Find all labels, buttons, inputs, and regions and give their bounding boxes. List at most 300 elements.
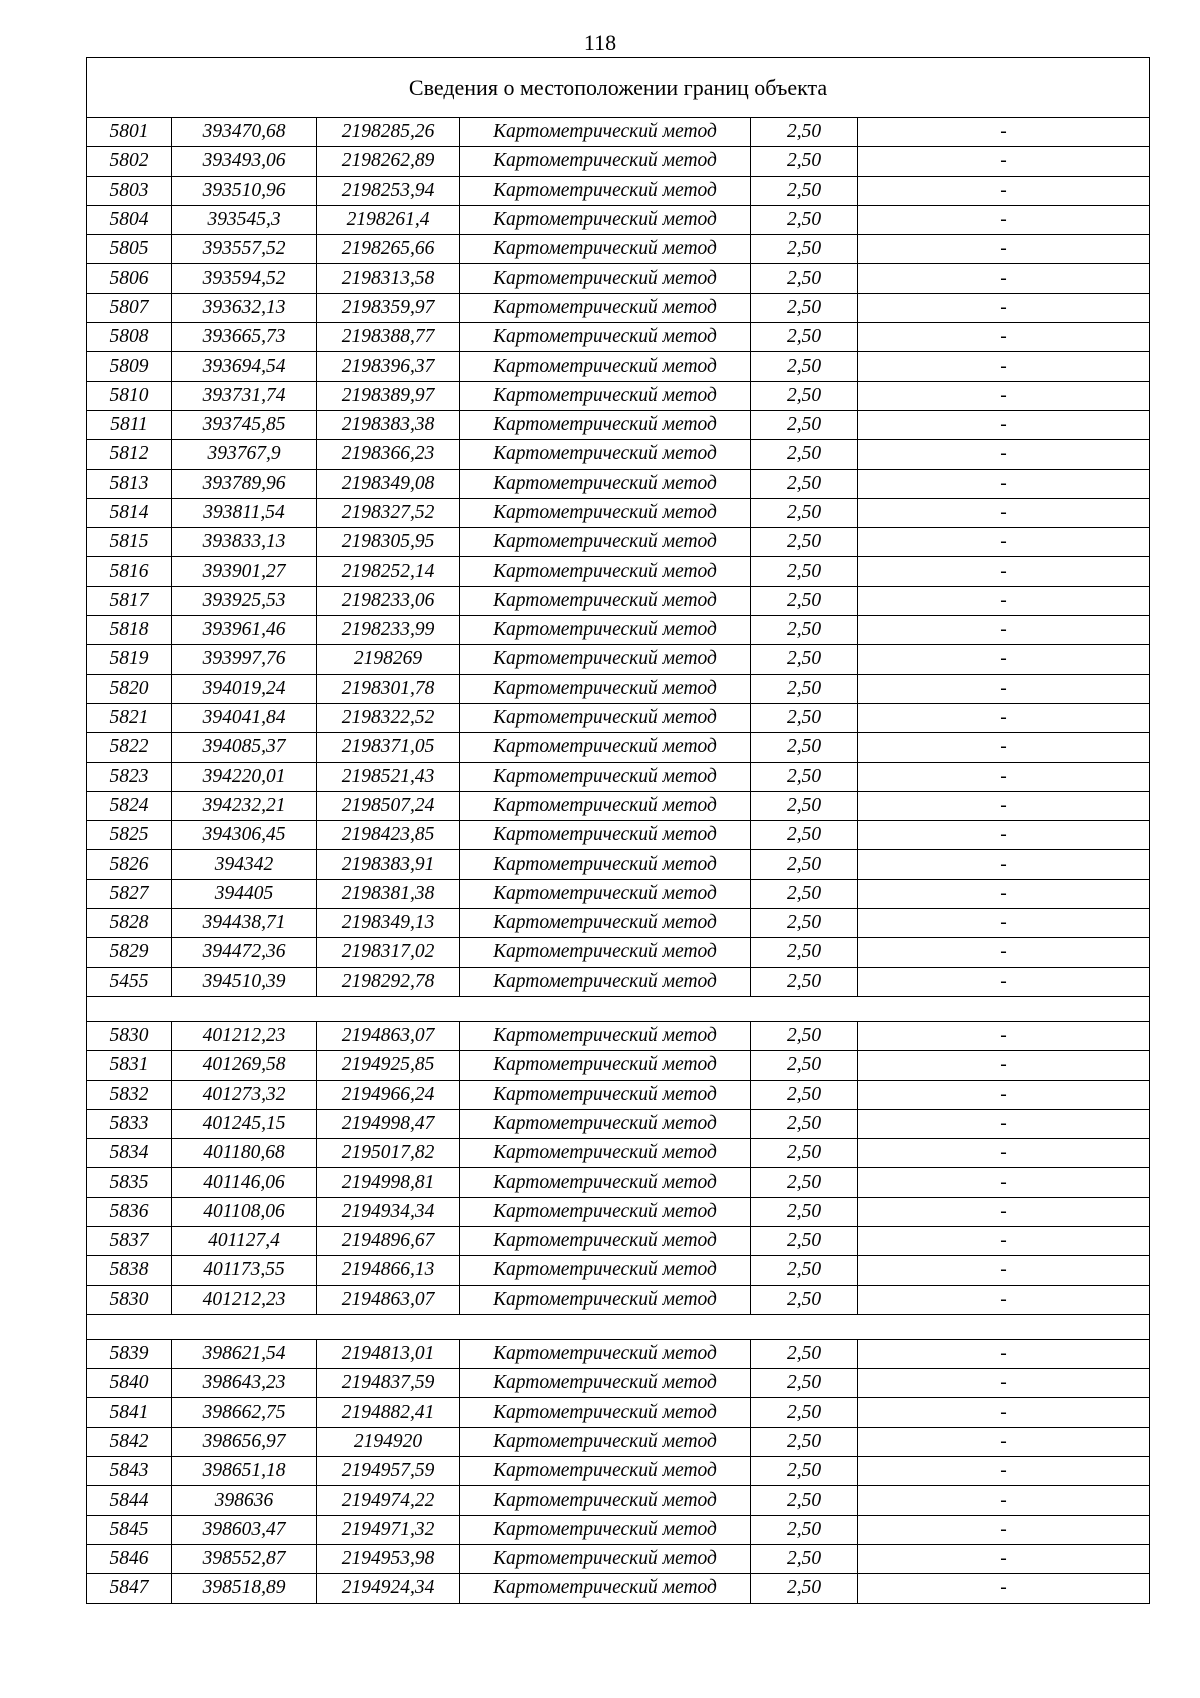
table-row <box>87 1285 1150 1314</box>
method-cell: Картометрический метод <box>460 616 751 645</box>
y-coordinate-cell: 2198313,58 <box>317 264 460 293</box>
note-cell: - <box>858 1021 1150 1050</box>
y-coordinate-cell: 2198233,06 <box>317 586 460 615</box>
note-cell: - <box>858 733 1150 762</box>
x-coordinate-cell: 398656,97 <box>172 1427 317 1456</box>
point-number-cell: 5812 <box>87 440 172 469</box>
table-row <box>87 909 1150 938</box>
point-number-cell: 5804 <box>87 205 172 234</box>
point-number-cell: 5839 <box>87 1339 172 1368</box>
table-row <box>87 1457 1150 1486</box>
y-coordinate-cell: 2198252,14 <box>317 557 460 586</box>
x-coordinate-cell: 398518,89 <box>172 1574 317 1603</box>
point-number-cell: 5847 <box>87 1574 172 1603</box>
point-number-cell: 5840 <box>87 1369 172 1398</box>
point-number-cell: 5828 <box>87 909 172 938</box>
accuracy-cell: 2,50 <box>751 909 858 938</box>
y-coordinate-cell: 2198265,66 <box>317 235 460 264</box>
table-row <box>87 557 1150 586</box>
x-coordinate-cell: 393632,13 <box>172 293 317 322</box>
table-row <box>87 352 1150 381</box>
accuracy-cell: 2,50 <box>751 410 858 439</box>
accuracy-cell: 2,50 <box>751 469 858 498</box>
x-coordinate-cell: 394472,36 <box>172 938 317 967</box>
y-coordinate-cell: 2198292,78 <box>317 967 460 996</box>
method-cell: Картометрический метод <box>460 1398 751 1427</box>
method-cell: Картометрический метод <box>460 1197 751 1226</box>
point-number-cell: 5827 <box>87 879 172 908</box>
note-cell: - <box>858 1369 1150 1398</box>
note-cell: - <box>858 1457 1150 1486</box>
x-coordinate-cell: 401180,68 <box>172 1139 317 1168</box>
note-cell: - <box>858 1197 1150 1226</box>
method-cell: Картометрический метод <box>460 1109 751 1138</box>
table-row <box>87 645 1150 674</box>
note-cell: - <box>858 264 1150 293</box>
accuracy-cell: 2,50 <box>751 1168 858 1197</box>
method-cell: Картометрический метод <box>460 557 751 586</box>
table-row <box>87 1168 1150 1197</box>
accuracy-cell: 2,50 <box>751 528 858 557</box>
x-coordinate-cell: 393767,9 <box>172 440 317 469</box>
accuracy-cell: 2,50 <box>751 1427 858 1456</box>
y-coordinate-cell: 2198349,13 <box>317 909 460 938</box>
x-coordinate-cell: 401108,06 <box>172 1197 317 1226</box>
accuracy-cell: 2,50 <box>751 791 858 820</box>
accuracy-cell: 2,50 <box>751 118 858 147</box>
accuracy-cell: 2,50 <box>751 1109 858 1138</box>
accuracy-cell: 2,50 <box>751 674 858 703</box>
point-number-cell: 5843 <box>87 1457 172 1486</box>
accuracy-cell: 2,50 <box>751 293 858 322</box>
table-row <box>87 1427 1150 1456</box>
method-cell: Картометрический метод <box>460 147 751 176</box>
point-number-cell: 5845 <box>87 1515 172 1544</box>
point-number-cell: 5830 <box>87 1285 172 1314</box>
point-number-cell: 5808 <box>87 323 172 352</box>
note-cell: - <box>858 703 1150 732</box>
table-row <box>87 528 1150 557</box>
table-row <box>87 264 1150 293</box>
method-cell: Картометрический метод <box>460 645 751 674</box>
table-row <box>87 703 1150 732</box>
y-coordinate-cell: 2194953,98 <box>317 1544 460 1573</box>
method-cell: Картометрический метод <box>460 1168 751 1197</box>
accuracy-cell: 2,50 <box>751 938 858 967</box>
table-row <box>87 1109 1150 1138</box>
x-coordinate-cell: 398636 <box>172 1486 317 1515</box>
method-cell: Картометрический метод <box>460 1051 751 1080</box>
point-number-cell: 5803 <box>87 176 172 205</box>
point-number-cell: 5842 <box>87 1427 172 1456</box>
note-cell: - <box>858 850 1150 879</box>
point-number-cell: 5819 <box>87 645 172 674</box>
accuracy-cell: 2,50 <box>751 557 858 586</box>
note-cell: - <box>858 1080 1150 1109</box>
accuracy-cell: 2,50 <box>751 733 858 762</box>
point-number-cell: 5836 <box>87 1197 172 1226</box>
accuracy-cell: 2,50 <box>751 1457 858 1486</box>
method-cell: Картометрический метод <box>460 352 751 381</box>
table-row <box>87 1398 1150 1427</box>
method-cell: Картометрический метод <box>460 1226 751 1255</box>
note-cell: - <box>858 381 1150 410</box>
y-coordinate-cell: 2198389,97 <box>317 381 460 410</box>
accuracy-cell: 2,50 <box>751 440 858 469</box>
point-number-cell: 5813 <box>87 469 172 498</box>
group-separator-cell <box>87 1314 1150 1339</box>
note-cell: - <box>858 909 1150 938</box>
table-row <box>87 1256 1150 1285</box>
y-coordinate-cell: 2194866,13 <box>317 1256 460 1285</box>
table-row <box>87 1139 1150 1168</box>
note-cell: - <box>858 323 1150 352</box>
method-cell: Картометрический метод <box>460 1486 751 1515</box>
point-number-cell: 5830 <box>87 1021 172 1050</box>
x-coordinate-cell: 393493,06 <box>172 147 317 176</box>
table-row <box>87 586 1150 615</box>
method-cell: Картометрический метод <box>460 1457 751 1486</box>
x-coordinate-cell: 401212,23 <box>172 1021 317 1050</box>
note-cell: - <box>858 557 1150 586</box>
accuracy-cell: 2,50 <box>751 1574 858 1603</box>
point-number-cell: 5833 <box>87 1109 172 1138</box>
table-row <box>87 469 1150 498</box>
accuracy-cell: 2,50 <box>751 264 858 293</box>
x-coordinate-cell: 401146,06 <box>172 1168 317 1197</box>
group-separator-row <box>87 1314 1150 1339</box>
method-cell: Картометрический метод <box>460 791 751 820</box>
accuracy-cell: 2,50 <box>751 1398 858 1427</box>
point-number-cell: 5455 <box>87 967 172 996</box>
note-cell: - <box>858 1139 1150 1168</box>
y-coordinate-cell: 2198381,38 <box>317 879 460 908</box>
x-coordinate-cell: 393833,13 <box>172 528 317 557</box>
y-coordinate-cell: 2198371,05 <box>317 733 460 762</box>
table-row <box>87 762 1150 791</box>
method-cell: Картометрический метод <box>460 1139 751 1168</box>
x-coordinate-cell: 398651,18 <box>172 1457 317 1486</box>
x-coordinate-cell: 398621,54 <box>172 1339 317 1368</box>
note-cell: - <box>858 1256 1150 1285</box>
point-number-cell: 5823 <box>87 762 172 791</box>
accuracy-cell: 2,50 <box>751 1021 858 1050</box>
accuracy-cell: 2,50 <box>751 1544 858 1573</box>
table-row <box>87 1369 1150 1398</box>
note-cell: - <box>858 1109 1150 1138</box>
method-cell: Картометрический метод <box>460 586 751 615</box>
accuracy-cell: 2,50 <box>751 1226 858 1255</box>
x-coordinate-cell: 394220,01 <box>172 762 317 791</box>
table-row <box>87 1197 1150 1226</box>
table-row <box>87 1339 1150 1368</box>
accuracy-cell: 2,50 <box>751 1285 858 1314</box>
y-coordinate-cell: 2194925,85 <box>317 1051 460 1080</box>
y-coordinate-cell: 2194966,24 <box>317 1080 460 1109</box>
method-cell: Картометрический метод <box>460 879 751 908</box>
method-cell: Картометрический метод <box>460 733 751 762</box>
y-coordinate-cell: 2195017,82 <box>317 1139 460 1168</box>
table-title-row <box>87 58 1150 118</box>
x-coordinate-cell: 393789,96 <box>172 469 317 498</box>
table-row <box>87 879 1150 908</box>
y-coordinate-cell: 2194998,81 <box>317 1168 460 1197</box>
method-cell: Картометрический метод <box>460 850 751 879</box>
accuracy-cell: 2,50 <box>751 1139 858 1168</box>
point-number-cell: 5815 <box>87 528 172 557</box>
note-cell: - <box>858 1574 1150 1603</box>
y-coordinate-cell: 2198366,23 <box>317 440 460 469</box>
y-coordinate-cell: 2198269 <box>317 645 460 674</box>
table-row <box>87 235 1150 264</box>
point-number-cell: 5844 <box>87 1486 172 1515</box>
y-coordinate-cell: 2194813,01 <box>317 1339 460 1368</box>
accuracy-cell: 2,50 <box>751 205 858 234</box>
x-coordinate-cell: 393745,85 <box>172 410 317 439</box>
point-number-cell: 5821 <box>87 703 172 732</box>
table-row <box>87 967 1150 996</box>
note-cell: - <box>858 205 1150 234</box>
note-cell: - <box>858 645 1150 674</box>
table-row <box>87 850 1150 879</box>
x-coordinate-cell: 401173,55 <box>172 1256 317 1285</box>
note-cell: - <box>858 674 1150 703</box>
note-cell: - <box>858 821 1150 850</box>
table-row <box>87 323 1150 352</box>
point-number-cell: 5806 <box>87 264 172 293</box>
point-number-cell: 5829 <box>87 938 172 967</box>
table-row <box>87 1021 1150 1050</box>
point-number-cell: 5805 <box>87 235 172 264</box>
method-cell: Картометрический метод <box>460 528 751 557</box>
table-row <box>87 1574 1150 1603</box>
accuracy-cell: 2,50 <box>751 586 858 615</box>
point-number-cell: 5846 <box>87 1544 172 1573</box>
accuracy-cell: 2,50 <box>751 176 858 205</box>
y-coordinate-cell: 2194957,59 <box>317 1457 460 1486</box>
y-coordinate-cell: 2198305,95 <box>317 528 460 557</box>
x-coordinate-cell: 394306,45 <box>172 821 317 850</box>
point-number-cell: 5810 <box>87 381 172 410</box>
x-coordinate-cell: 394232,21 <box>172 791 317 820</box>
accuracy-cell: 2,50 <box>751 1486 858 1515</box>
y-coordinate-cell: 2194837,59 <box>317 1369 460 1398</box>
y-coordinate-cell: 2198262,89 <box>317 147 460 176</box>
y-coordinate-cell: 2194974,22 <box>317 1486 460 1515</box>
point-number-cell: 5831 <box>87 1051 172 1080</box>
note-cell: - <box>858 528 1150 557</box>
y-coordinate-cell: 2194863,07 <box>317 1285 460 1314</box>
y-coordinate-cell: 2194934,34 <box>317 1197 460 1226</box>
x-coordinate-cell: 393961,46 <box>172 616 317 645</box>
point-number-cell: 5838 <box>87 1256 172 1285</box>
accuracy-cell: 2,50 <box>751 1080 858 1109</box>
accuracy-cell: 2,50 <box>751 352 858 381</box>
y-coordinate-cell: 2198327,52 <box>317 498 460 527</box>
method-cell: Картометрический метод <box>460 205 751 234</box>
table-row <box>87 293 1150 322</box>
method-cell: Картометрический метод <box>460 176 751 205</box>
table-row <box>87 1051 1150 1080</box>
method-cell: Картометрический метод <box>460 381 751 410</box>
note-cell: - <box>858 1051 1150 1080</box>
method-cell: Картометрический метод <box>460 1574 751 1603</box>
y-coordinate-cell: 2194971,32 <box>317 1515 460 1544</box>
note-cell: - <box>858 293 1150 322</box>
x-coordinate-cell: 398662,75 <box>172 1398 317 1427</box>
note-cell: - <box>858 1226 1150 1255</box>
x-coordinate-cell: 398643,23 <box>172 1369 317 1398</box>
x-coordinate-cell: 394041,84 <box>172 703 317 732</box>
point-number-cell: 5802 <box>87 147 172 176</box>
table-row <box>87 498 1150 527</box>
method-cell: Картометрический метод <box>460 323 751 352</box>
note-cell: - <box>858 440 1150 469</box>
point-number-cell: 5817 <box>87 586 172 615</box>
point-number-cell: 5825 <box>87 821 172 850</box>
method-cell: Картометрический метод <box>460 118 751 147</box>
point-number-cell: 5801 <box>87 118 172 147</box>
point-number-cell: 5834 <box>87 1139 172 1168</box>
accuracy-cell: 2,50 <box>751 323 858 352</box>
accuracy-cell: 2,50 <box>751 1051 858 1080</box>
accuracy-cell: 2,50 <box>751 381 858 410</box>
note-cell: - <box>858 967 1150 996</box>
x-coordinate-cell: 393510,96 <box>172 176 317 205</box>
accuracy-cell: 2,50 <box>751 498 858 527</box>
accuracy-cell: 2,50 <box>751 850 858 879</box>
y-coordinate-cell: 2198388,77 <box>317 323 460 352</box>
method-cell: Картометрический метод <box>460 762 751 791</box>
method-cell: Картометрический метод <box>460 1021 751 1050</box>
accuracy-cell: 2,50 <box>751 147 858 176</box>
method-cell: Картометрический метод <box>460 1427 751 1456</box>
note-cell: - <box>858 498 1150 527</box>
note-cell: - <box>858 410 1150 439</box>
x-coordinate-cell: 398603,47 <box>172 1515 317 1544</box>
group-separator-cell <box>87 996 1150 1021</box>
point-number-cell: 5809 <box>87 352 172 381</box>
x-coordinate-cell: 401245,15 <box>172 1109 317 1138</box>
x-coordinate-cell: 401127,4 <box>172 1226 317 1255</box>
method-cell: Картометрический метод <box>460 1285 751 1314</box>
y-coordinate-cell: 2198521,43 <box>317 762 460 791</box>
table-row <box>87 674 1150 703</box>
method-cell: Картометрический метод <box>460 410 751 439</box>
table-title: Сведения о местоположении границ объекта <box>87 58 1150 118</box>
table-row <box>87 938 1150 967</box>
note-cell: - <box>858 586 1150 615</box>
point-number-cell: 5807 <box>87 293 172 322</box>
table-row <box>87 381 1150 410</box>
accuracy-cell: 2,50 <box>751 967 858 996</box>
note-cell: - <box>858 352 1150 381</box>
y-coordinate-cell: 2198285,26 <box>317 118 460 147</box>
accuracy-cell: 2,50 <box>751 879 858 908</box>
x-coordinate-cell: 394342 <box>172 850 317 879</box>
note-cell: - <box>858 879 1150 908</box>
table-row <box>87 791 1150 820</box>
accuracy-cell: 2,50 <box>751 1515 858 1544</box>
method-cell: Картометрический метод <box>460 1369 751 1398</box>
table-row <box>87 1486 1150 1515</box>
y-coordinate-cell: 2198383,38 <box>317 410 460 439</box>
method-cell: Картометрический метод <box>460 909 751 938</box>
y-coordinate-cell: 2198396,37 <box>317 352 460 381</box>
y-coordinate-cell: 2198261,4 <box>317 205 460 234</box>
point-number-cell: 5826 <box>87 850 172 879</box>
note-cell: - <box>858 1544 1150 1573</box>
y-coordinate-cell: 2198322,52 <box>317 703 460 732</box>
table-row <box>87 176 1150 205</box>
note-cell: - <box>858 1398 1150 1427</box>
method-cell: Картометрический метод <box>460 1339 751 1368</box>
y-coordinate-cell: 2198383,91 <box>317 850 460 879</box>
point-number-cell: 5832 <box>87 1080 172 1109</box>
note-cell: - <box>858 616 1150 645</box>
point-number-cell: 5818 <box>87 616 172 645</box>
table-row <box>87 1226 1150 1255</box>
note-cell: - <box>858 147 1150 176</box>
accuracy-cell: 2,50 <box>751 703 858 732</box>
table-row <box>87 1544 1150 1573</box>
y-coordinate-cell: 2198423,85 <box>317 821 460 850</box>
accuracy-cell: 2,50 <box>751 235 858 264</box>
y-coordinate-cell: 2198253,94 <box>317 176 460 205</box>
table-row <box>87 118 1150 147</box>
point-number-cell: 5811 <box>87 410 172 439</box>
point-number-cell: 5822 <box>87 733 172 762</box>
note-cell: - <box>858 1339 1150 1368</box>
page-number: 118 <box>583 30 617 55</box>
y-coordinate-cell: 2194896,67 <box>317 1226 460 1255</box>
method-cell: Картометрический метод <box>460 703 751 732</box>
point-number-cell: 5841 <box>87 1398 172 1427</box>
table-row <box>87 440 1150 469</box>
y-coordinate-cell: 2194924,34 <box>317 1574 460 1603</box>
accuracy-cell: 2,50 <box>751 762 858 791</box>
x-coordinate-cell: 401273,32 <box>172 1080 317 1109</box>
point-number-cell: 5824 <box>87 791 172 820</box>
x-coordinate-cell: 398552,87 <box>172 1544 317 1573</box>
method-cell: Картометрический метод <box>460 1515 751 1544</box>
x-coordinate-cell: 393665,73 <box>172 323 317 352</box>
y-coordinate-cell: 2198301,78 <box>317 674 460 703</box>
table-row <box>87 1515 1150 1544</box>
point-number-cell: 5835 <box>87 1168 172 1197</box>
table-row <box>87 1080 1150 1109</box>
point-number-cell: 5837 <box>87 1226 172 1255</box>
table-row <box>87 147 1150 176</box>
accuracy-cell: 2,50 <box>751 645 858 674</box>
x-coordinate-cell: 393731,74 <box>172 381 317 410</box>
point-number-cell: 5820 <box>87 674 172 703</box>
note-cell: - <box>858 1486 1150 1515</box>
x-coordinate-cell: 393557,52 <box>172 235 317 264</box>
x-coordinate-cell: 393925,53 <box>172 586 317 615</box>
note-cell: - <box>858 1427 1150 1456</box>
method-cell: Картометрический метод <box>460 1544 751 1573</box>
accuracy-cell: 2,50 <box>751 1339 858 1368</box>
point-number-cell: 5814 <box>87 498 172 527</box>
method-cell: Картометрический метод <box>460 440 751 469</box>
method-cell: Картометрический метод <box>460 498 751 527</box>
note-cell: - <box>858 176 1150 205</box>
method-cell: Картометрический метод <box>460 674 751 703</box>
table-row <box>87 733 1150 762</box>
x-coordinate-cell: 394405 <box>172 879 317 908</box>
table-row <box>87 205 1150 234</box>
